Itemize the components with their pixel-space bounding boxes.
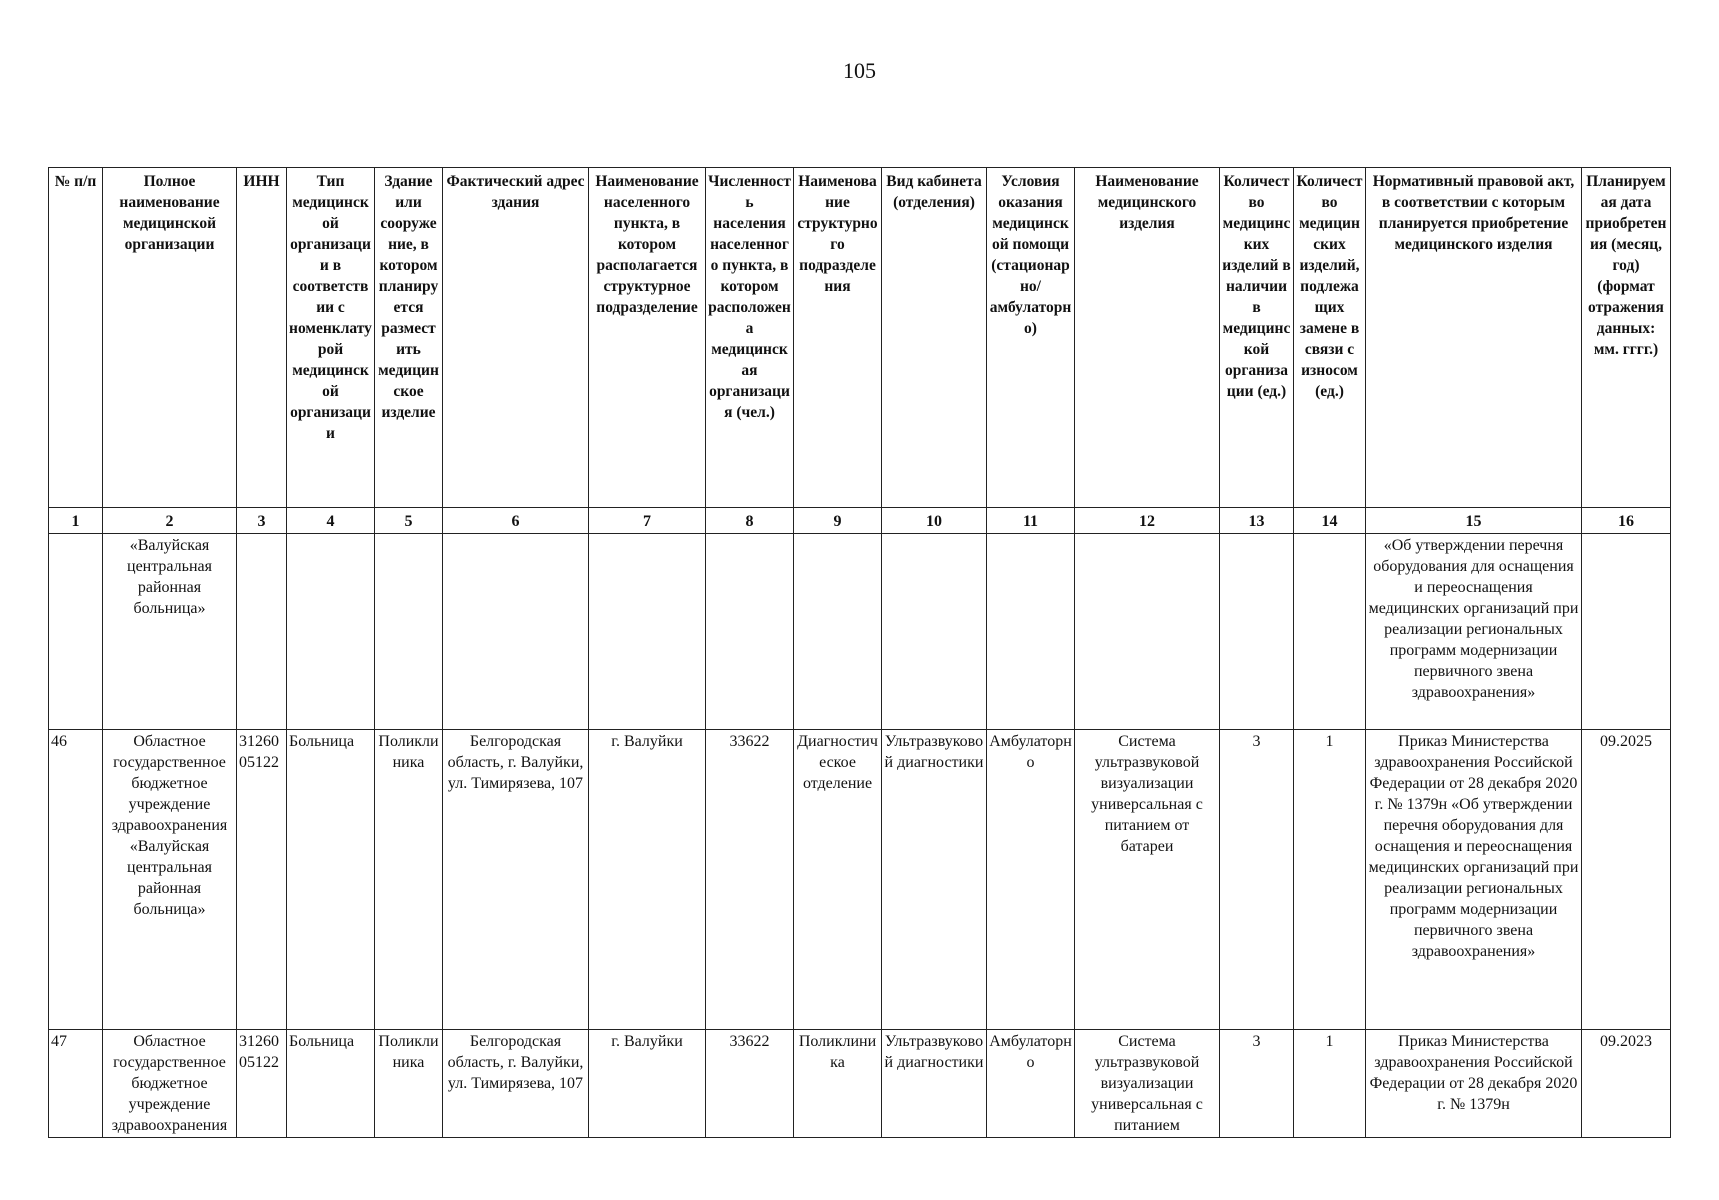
header-cell: Наименование медицинского изделия	[1075, 168, 1220, 508]
table-cell: 3	[1220, 730, 1294, 1030]
table-cell: 1	[1294, 730, 1366, 1030]
table-cell	[882, 534, 987, 730]
header-cell: Условия оказания медицинской помощи (стационарно/ амбулаторно)	[987, 168, 1075, 508]
table-cell	[375, 534, 443, 730]
column-number: 16	[1582, 508, 1671, 534]
column-number: 12	[1075, 508, 1220, 534]
table-cell	[1075, 534, 1220, 730]
column-number: 6	[443, 508, 589, 534]
column-number: 1	[49, 508, 103, 534]
column-number: 11	[987, 508, 1075, 534]
table-cell: 3126005122	[237, 1030, 287, 1138]
column-number: 2	[103, 508, 237, 534]
table-cell	[589, 534, 706, 730]
table-cell	[1294, 534, 1366, 730]
table-cell: 3126005122	[237, 730, 287, 1030]
table-cell: Поликлиника	[794, 1030, 882, 1138]
table-row	[49, 1030, 1671, 1138]
table-cell: 1	[1294, 1030, 1366, 1138]
table-cell	[49, 534, 103, 730]
table-cell	[706, 534, 794, 730]
table-cell: «Об утверждении перечня оборудования для оснащения и переоснащения медицинских организаций при реализации региональных программ модернизации первичного звена здравоохранения»	[1366, 534, 1582, 730]
table-cell: 47	[49, 1030, 103, 1138]
header-cell: Полное наименование медицинской организации	[103, 168, 237, 508]
header-cell: Нормативный правовой акт, в соответствии с которым планируется приобретение медицинского изделия	[1366, 168, 1582, 508]
header-cell: Численность населения населенного пункта, в котором расположена медицинская организация (чел.)	[706, 168, 794, 508]
table-cell: Ультразвуковой диагностики	[882, 1030, 987, 1138]
table-cell	[1220, 534, 1294, 730]
table-cell: Поликлиника	[375, 730, 443, 1030]
column-number: 15	[1366, 508, 1582, 534]
column-number-row	[49, 508, 1671, 534]
header-cell: Наименование населенного пункта, в котором располагается структурное подразделение	[589, 168, 706, 508]
table-cell: Амбулаторно	[987, 730, 1075, 1030]
table-cell: 33622	[706, 1030, 794, 1138]
table-cell: Амбулаторно	[987, 1030, 1075, 1138]
table-row	[49, 730, 1671, 1030]
table-cell	[443, 534, 589, 730]
column-number: 3	[237, 508, 287, 534]
table-cell: Больница	[287, 730, 375, 1030]
table-cell: «Валуйская центральная районная больница»	[103, 534, 237, 730]
equipment-table	[48, 167, 1671, 1138]
column-number: 7	[589, 508, 706, 534]
table-cell: 09.2023	[1582, 1030, 1671, 1138]
table-cell: 46	[49, 730, 103, 1030]
table-cell: г. Валуйки	[589, 730, 706, 1030]
table-row	[49, 534, 1671, 730]
header-cell: Тип медицинской организации в соответствии с номенклатурой медицинской организации	[287, 168, 375, 508]
table-cell: Областное государственное бюджетное учреждение здравоохранения	[103, 1030, 237, 1138]
table-cell: Приказ Министерства здравоохранения Российской Федерации от 28 декабря 2020 г. № 1379н	[1366, 1030, 1582, 1138]
table-cell: Белгородская область, г. Валуйки, ул. Тимирязева, 107	[443, 730, 589, 1030]
column-number: 14	[1294, 508, 1366, 534]
table-cell: 3	[1220, 1030, 1294, 1138]
table-cell: Диагностическое отделение	[794, 730, 882, 1030]
header-cell: Фактический адрес здания	[443, 168, 589, 508]
page-number: 105	[843, 58, 876, 83]
header-row	[49, 168, 1671, 508]
header-cell: Здание или сооружение, в котором планируется разместить медицинское изделие	[375, 168, 443, 508]
table-cell	[237, 534, 287, 730]
table-cell: Приказ Министерства здравоохранения Российской Федерации от 28 декабря 2020 г. № 1379н «Об утверждении перечня оборудования для оснащения и переоснащения медицинских организаций при реализации региональных программ модернизации первичного звена здравоохранения»	[1366, 730, 1582, 1030]
table-cell: Система ультразвуковой визуализации универсальная с питанием от батареи	[1075, 730, 1220, 1030]
table-cell	[794, 534, 882, 730]
table-cell	[287, 534, 375, 730]
header-cell: Наименование структурного подразделения	[794, 168, 882, 508]
table-cell	[987, 534, 1075, 730]
table-cell: Ультразвуковой диагностики	[882, 730, 987, 1030]
column-number: 9	[794, 508, 882, 534]
header-cell: Вид кабинета (отделения)	[882, 168, 987, 508]
table-cell: Белгородская область, г. Валуйки, ул. Тимирязева, 107	[443, 1030, 589, 1138]
header-cell: № п/п	[49, 168, 103, 508]
table-cell: Областное государственное бюджетное учреждение здравоохранения «Валуйская центральная районная больница»	[103, 730, 237, 1030]
column-number: 5	[375, 508, 443, 534]
table-cell: 33622	[706, 730, 794, 1030]
header-cell: Количество медицинских изделий, подлежащих замене в связи с износом (ед.)	[1294, 168, 1366, 508]
table-cell: г. Валуйки	[589, 1030, 706, 1138]
header-cell: ИНН	[237, 168, 287, 508]
table-cell: 09.2025	[1582, 730, 1671, 1030]
column-number: 4	[287, 508, 375, 534]
table-cell: Больница	[287, 1030, 375, 1138]
header-cell: Планируемая дата приобретения (месяц, год) (формат отражения данных: мм. гггг.)	[1582, 168, 1671, 508]
table-cell: Поликлиника	[375, 1030, 443, 1138]
table-cell: Система ультразвуковой визуализации универсальная с питанием	[1075, 1030, 1220, 1138]
column-number: 10	[882, 508, 987, 534]
column-number: 8	[706, 508, 794, 534]
header-cell: Количество медицинских изделий в наличии в медицинской организации (ед.)	[1220, 168, 1294, 508]
table-cell	[1582, 534, 1671, 730]
column-number: 13	[1220, 508, 1294, 534]
